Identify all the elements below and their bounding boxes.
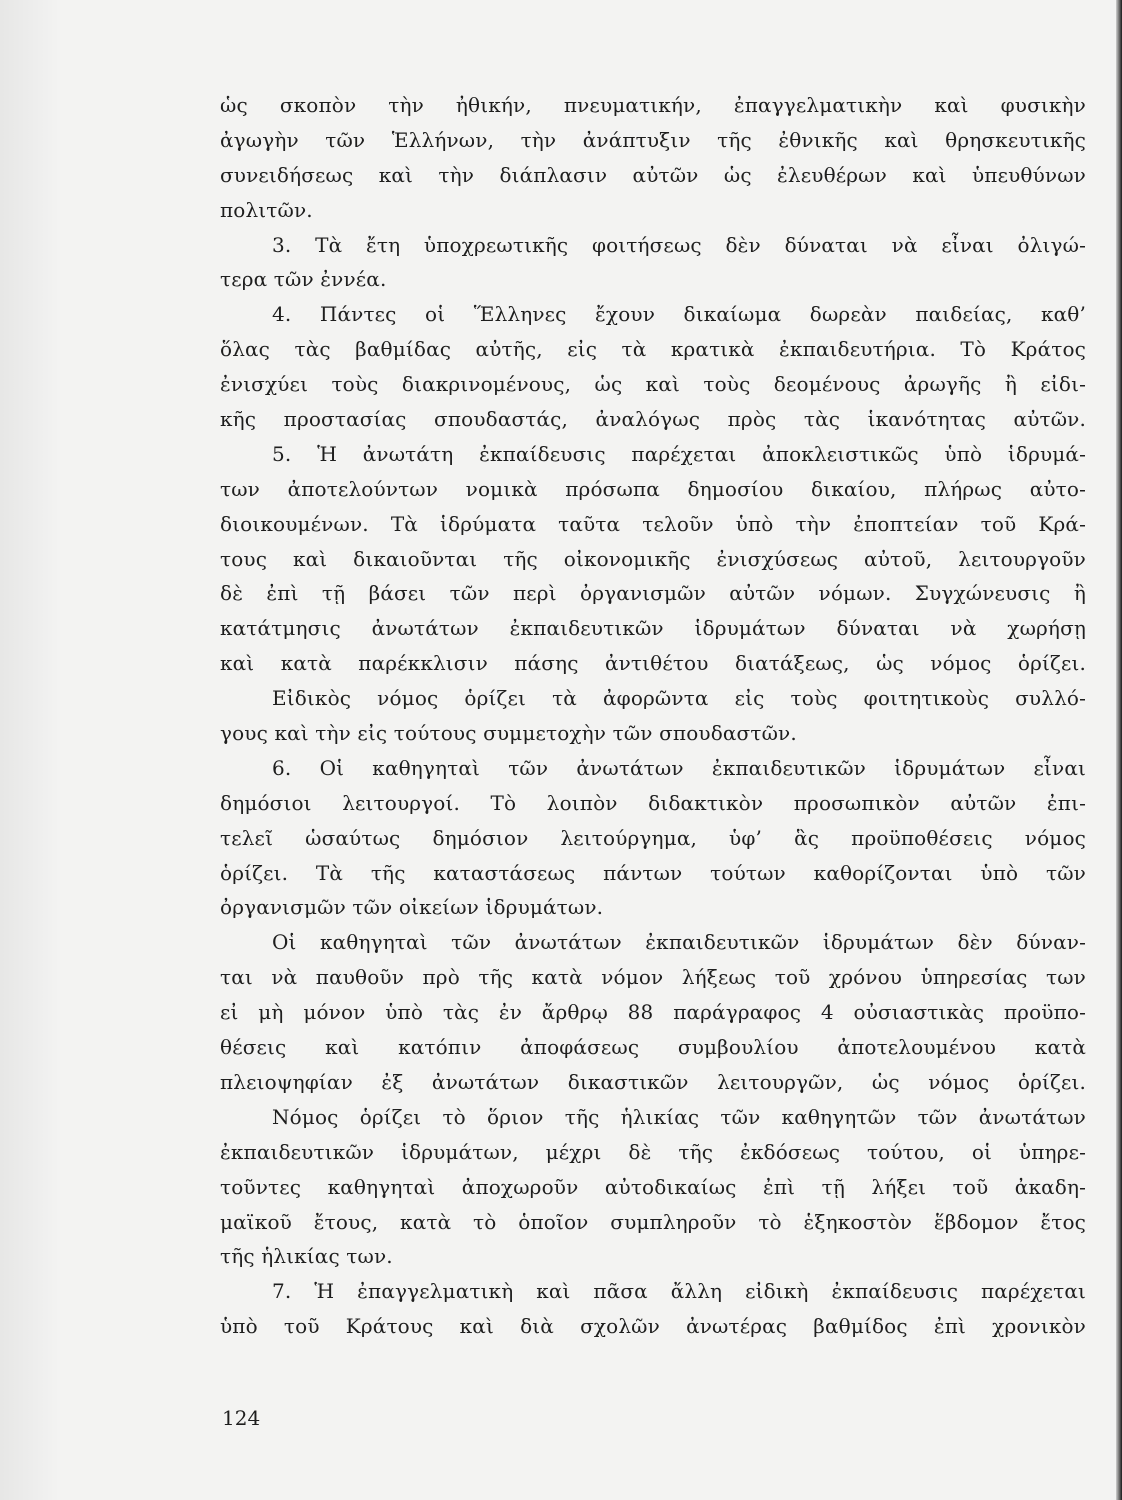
text-line: 6. Οἱ καθηγηταὶ τῶν ἀνωτάτων ἐκπαιδευτικῶν ἱδρυμάτων εἶναι [272,755,1086,780]
page-number: 124 [222,1406,261,1430]
text-line: τῆς ἡλικίας των. [220,1244,393,1269]
text-line: διοικουμένων. Τὰ ἱδρύματα ταῦτα τελοῦν ὑπὸ τὴν ἐποπτείαν τοῦ Κρά- [220,511,1086,536]
text-line: τερα τῶν ἐννέα. [220,267,387,292]
text-line: 7. Ἡ ἐπαγγελματικὴ καὶ πᾶσα ἄλλη εἰδικὴ ἐκπαίδευσις παρέχεται [272,1279,1086,1304]
text-line: συνειδήσεως καὶ τὴν διάπλασιν αὐτῶν ὡς ἐλευθέρων καὶ ὑπευθύνων [220,162,1086,187]
body-text [220,88,1086,1344]
text-line: τελεῖ ὡσαύτως δημόσιον λειτούργημα, ὑφ’ ἃς προϋποθέσεις νόμος [220,825,1086,850]
text-line: 3. Τὰ ἔτη ὑποχρεωτικῆς φοιτήσεως δὲν δύναται νὰ εἶναι ὀλιγώ- [272,232,1086,257]
text-line: κατάτμησις ἀνωτάτων ἐκπαιδευτικῶν ἱδρυμάτων δύναται νὰ χωρήσῃ [220,616,1086,641]
text-line: 5. Ἡ ἀνωτάτη ἐκπαίδευσις παρέχεται ἀποκλειστικῶς ὑπὸ ἱδρυμά- [272,441,1086,466]
text-line: ὅλας τὰς βαθμίδας αὐτῆς, εἰς τὰ κρατικὰ ἐκπαιδευτήρια. Τὸ Κράτος [220,337,1086,362]
text-line: πλειοψηφίαν ἐξ ἀνωτάτων δικαστικῶν λειτουργῶν, ὡς νόμος ὁρίζει. [220,1069,1086,1094]
text-line: κῆς προστασίας σπουδαστάς, ἀναλόγως πρὸς τὰς ἱκανότητας αὐτῶν. [220,407,1086,432]
text-line: ὡς σκοπὸν τὴν ἠθικήν, πνευματικήν, ἐπαγγελματικὴν καὶ φυσικὴν [220,93,1086,117]
text-line: ται νὰ παυθοῦν πρὸ τῆς κατὰ νόμον λήξεως τοῦ χρόνου ὑπηρεσίας των [220,965,1086,990]
text-line: 4. Πάντες οἱ Ἕλληνες ἔχουν δικαίωμα δωρεὰν παιδείας, καθ’ [272,302,1086,327]
text-line: Οἱ καθηγηταὶ τῶν ἀνωτάτων ἐκπαιδευτικῶν ἱδρυμάτων δὲν δύναν- [272,930,1086,955]
text-line: ἀγωγὴν τῶν Ἑλλήνων, τὴν ἀνάπτυξιν τῆς ἐθνικῆς καὶ θρησκευτικῆς [220,127,1086,152]
text-line: ἐνισχύει τοὺς διακρινομένους, ὡς καὶ τοὺς δεομένους ἀρωγῆς ἢ εἰδι- [220,372,1086,397]
text-line: ὑπὸ τοῦ Κράτους καὶ διὰ σχολῶν ἀνωτέρας βαθμίδος ἐπὶ χρονικὸν [220,1314,1086,1339]
text-line: δημόσιοι λειτουργοί. Τὸ λοιπὸν διδακτικὸν προσωπικὸν αὐτῶν ἐπι- [220,790,1086,815]
text-line: μαϊκοῦ ἔτους, κατὰ τὸ ὁποῖον συμπληροῦν τὸ ἑξηκοστὸν ἕβδομον ἔτος [220,1209,1086,1234]
text-line: ἐκπαιδευτικῶν ἱδρυμάτων, μέχρι δὲ τῆς ἐκδόσεως τούτου, οἱ ὑπηρε- [220,1139,1086,1164]
text-line: τους καὶ δικαιοῦνται τῆς οἰκονομικῆς ἐνισχύσεως αὐτοῦ, λειτουργοῦν [220,546,1086,571]
page-gutter-shadow [0,0,60,1500]
text-line: δὲ ἐπὶ τῇ βάσει τῶν περὶ ὀργανισμῶν αὐτῶν νόμων. Συγχώνευσις ἢ [220,581,1086,606]
text-line: ὁρίζει. Τὰ τῆς καταστάσεως πάντων τούτων καθορίζονται ὑπὸ τῶν [220,860,1086,885]
page-edge [1116,0,1122,1500]
text-line: Εἰδικὸς νόμος ὁρίζει τὰ ἀφορῶντα εἰς τοὺς φοιτητικοὺς συλλό- [272,686,1086,711]
text-line: ὀργανισμῶν τῶν οἰκείων ἱδρυμάτων. [220,895,604,920]
text-line: πολιτῶν. [220,197,313,222]
text-line: θέσεις καὶ κατόπιν ἀποφάσεως συμβουλίου ἀποτελουμένου κατὰ [220,1035,1086,1060]
text-line: τοῦντες καθηγηταὶ ἀποχωροῦν αὐτοδικαίως ἐπὶ τῇ λήξει τοῦ ἀκαδη- [220,1174,1086,1199]
text-line: εἰ μὴ μόνον ὑπὸ τὰς ἐν ἄρθρῳ 88 παράγραφος 4 οὐσιαστικὰς προϋπο- [220,1000,1086,1025]
text-line: καὶ κατὰ παρέκκλισιν πάσης ἀντιθέτου διατάξεως, ὡς νόμος ὁρίζει. [220,651,1086,676]
text-line: γους καὶ τὴν εἰς τούτους συμμετοχὴν τῶν σπουδαστῶν. [220,721,797,746]
text-line: των ἀποτελούντων νομικὰ πρόσωπα δημοσίου δικαίου, πλήρως αὐτο- [220,476,1086,501]
text-line: Νόμος ὁρίζει τὸ ὅριον τῆς ἡλικίας τῶν καθηγητῶν τῶν ἀνωτάτων [272,1104,1086,1129]
